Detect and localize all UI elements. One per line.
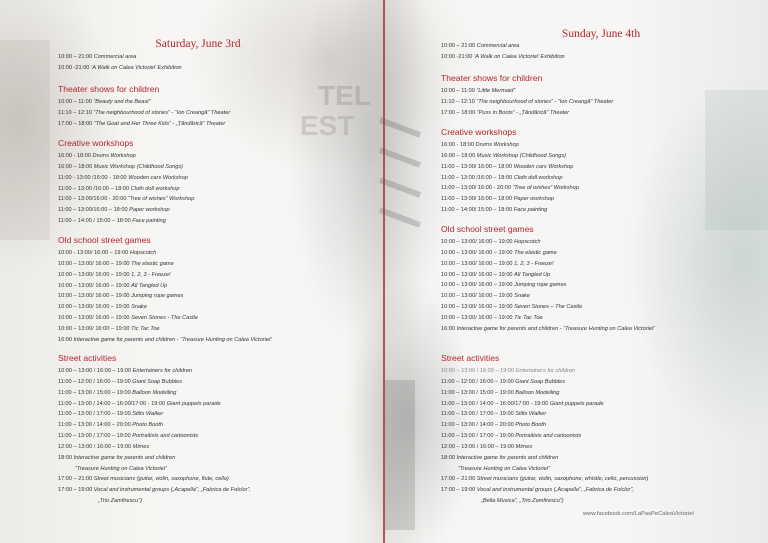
schedule-line: 11:00 – 13:00 / 17:00 – 19:00 Portraitists and cartoonists [441, 433, 582, 440]
schedule-line: 10:00 – 13:00/ 16:00 – 19:00 Seven Stones – The Castle [441, 304, 583, 311]
schedule-line: 10:00 – 13:00/ 16:00 – 19:00 Snake [58, 304, 147, 311]
schedule-line: 17:00 – 18:00 “Puss in Boots” - „Țăndărică” Theater [441, 109, 570, 116]
schedule-line: 10:00 – 13:00/ 16:00 – 19:00 Tic Tac Toe [58, 325, 160, 332]
intro-section [441, 41, 565, 63]
schedule-line: 16:00 – 18:00 Music Workshop (Childhood Songs) [58, 163, 184, 170]
schedule-line: 16:00 – 18:00 Music Workshop (Childhood Songs) [441, 152, 567, 159]
svg-text:TEL: TEL [318, 80, 371, 111]
schedule-line: 11:00 – 13:00 / 14:00 – 16:00/17:00 - 19:00 Giant puppets parade [58, 400, 221, 407]
workshops-section [58, 138, 194, 227]
schedule-line: 10:00 – 11:00 “Little Mermaid” [441, 88, 516, 94]
schedule-line: 18:00 Interactive game for parents and children [58, 454, 176, 461]
schedule-line: 10:00 - 13:00/ 16:00 – 19:00 Hopscotch [58, 250, 157, 256]
theater-section [441, 73, 613, 119]
schedule-line: 11:00 – 13:00/16:00 – 18:00 Paper workshop [58, 207, 170, 214]
schedule-line: 10:00 – 13:00 / 16:00 – 19:00 Entertainers for children [58, 368, 193, 374]
schedule-line: 10:00 – 13:00/ 16:00 – 19:00 1, 2, 3 - Freeze! [441, 260, 554, 267]
section-heading: Street activities [58, 353, 117, 363]
schedule-line: 17:00 – 21:00 Street musicians (guitar, violin, saxophone, flute, cello) [58, 476, 229, 483]
schedule-line: 10:00 – 13:00/ 16:00 – 19:00 Seven Stones - The Castle [58, 315, 198, 322]
section-heading: Creative workshops [441, 127, 517, 137]
day-heading: Saturday, June 3rd [155, 38, 241, 50]
schedule-line: 11:00 – 13:00/16:00 - 20:00 “Tree of wishes” Workshop [58, 196, 195, 203]
schedule-line: “Treasure Hunting on Calea Victoriei” [458, 465, 550, 472]
schedule-line: 16:00 - 18:00 Drums Workshop [58, 153, 136, 159]
games-section [441, 224, 655, 335]
schedule-line: “Treasure Hunting on Calea Victoriei” [75, 465, 167, 472]
schedule-line: 11:00 – 13:00 /16:00 – 18:00 Cloth doll workshop [441, 174, 563, 181]
schedule-line: 10:00 – 13:00 / 16:00 – 19:00 Entertainers for children [441, 368, 576, 374]
schedule-line: 11:00 – 14:00/ 15:00 – 18:00 Face painting [441, 207, 548, 214]
facebook-link[interactable]: www.facebook.com/LaPasPeCaleaVictoriei [583, 511, 694, 517]
schedule-line: 11:10 – 12:10 “The neighbourhood of stories” - “Ion Creangă” Theater [441, 98, 614, 105]
section-heading: Theater shows for children [441, 73, 543, 83]
schedule-line: 10:00 – 13:00/ 16:00 – 19:00 Hopscotch [441, 239, 541, 245]
schedule-line: 11:00 – 13:00 / 17:00 – 19:00 Stilts Walker [58, 411, 164, 418]
schedule-line: 11:00 – 13:00 / 14:00 – 16:00/17:00 - 19:00 Giant puppets parade [441, 400, 604, 407]
section-heading: Old school street games [441, 224, 534, 234]
schedule-line: 11:00 – 13:00 / 14:00 – 20:00 Photo Booth [441, 422, 547, 429]
schedule-line: 10:00 – 13:00/ 16:00 – 19:00 The elastic game [58, 260, 174, 267]
schedule-line: 10:00 – 13:00/ 16:00 – 19:00 All Tangled Up [58, 282, 168, 289]
schedule-line: 11:10 – 12:10 “The neighbourhood of stories” - “Ion Creangă” Theater [58, 109, 231, 116]
schedule-line: 16:00 Interactive game for parents and children - “Treasure Hunting on Calea Victoriei” [441, 325, 656, 332]
schedule-line: 11:00 – 13:00/ 16:00 - 20:00 “Tree of wishes” Workshop [441, 185, 579, 192]
schedule-line: 11:00 – 13:00 / 17:00 – 19:00 Portraitists and cartoonists [58, 433, 199, 440]
workshops-section [441, 127, 579, 216]
schedule-line: 11:00 – 13:00 / 15:00 – 19:00 Balloon Modelling [58, 389, 177, 396]
schedule-line: 10:00 – 13:00/ 16:00 – 19:00 Jumping rope games [58, 293, 184, 300]
schedule-line: 17:00 – 18:00 “The Goat and Her Three Kids” - „Țăndărică” Theater [58, 120, 226, 127]
section-heading: Old school street games [58, 235, 151, 245]
section-heading: Theater shows for children [58, 84, 160, 94]
section-heading: Street activities [441, 353, 500, 363]
schedule-line: „Bella Musica”, „Trio Zamfirescu”) [481, 498, 564, 505]
schedule-line: 11:00 – 13:00 / 15:00 – 19:00 Balloon Modelling [441, 389, 560, 396]
schedule-line: „Trio Zamfirescu”) [98, 498, 143, 505]
schedule-line: 11:00 – 13:00 / 17:00 – 19:00 Stilts Walker [441, 411, 547, 418]
schedule-line: 12:00 – 13:00 / 16:00 – 19:00 Mimes [58, 443, 150, 450]
street-section [58, 353, 251, 507]
day-heading: Sunday, June 4th [561, 28, 641, 40]
schedule-line: 10:00 – 13:00/ 16:00 – 19:00 1, 2, 3 - Freeze! [58, 271, 171, 278]
section-heading: Creative workshops [58, 138, 134, 148]
schedule-line: 17:00 – 19:00 Vocal and instrumental groups („Acapella”, „Fabrica de Folclor”, [441, 487, 634, 494]
schedule-line: 10:00 – 13:00/ 16:00 – 19:00 Snake [441, 293, 530, 300]
schedule-line: 11:00 – 12:00 / 16:00 – 19:00 Giant Soap Bubbles [58, 378, 183, 385]
theater-section [58, 84, 230, 130]
schedule-line: 10:00 – 13:00/ 16:00 – 19:00 The elastic game [441, 249, 557, 256]
center-fold-line [383, 0, 385, 543]
schedule-line: 10:00 – 11:00 “Beauty and the Beast” [58, 99, 151, 105]
schedule-line: 10:00 – 21:00 Commercial area [441, 43, 520, 49]
schedule-line: 11:00 – 13:00/ 16:00 – 18:00 Wooden cars Workshop [441, 163, 574, 170]
schedule-line: 11:00 – 14:00 / 15:00 – 18:00 Face painting [58, 218, 166, 225]
schedule-line: 17:00 – 21:00 Street musicians (guitar, violin, saxophone, whistle, cello, percussion) [441, 476, 649, 483]
schedule-line: 11:00 – 13:00 /16:00 – 18:00 Cloth doll workshop [58, 185, 180, 192]
games-section [58, 235, 272, 346]
schedule-line: 17:00 – 19:00 Vocal and instrumental groups („Acapella”, „Fabrica de Folclor”, [58, 487, 251, 494]
intro-section [58, 52, 182, 74]
schedule-line: 16:00 Interactive game for parents and children - “Treasure Hunting on Calea Victoriei” [58, 336, 273, 343]
street-section [441, 353, 648, 507]
schedule-line: 10:00 – 13:00/ 16:00 – 19:00 Tic Tac Toe [441, 314, 543, 321]
schedule-line: 10:00 – 13:00/ 16:00 – 19:00 Jumping rope games [441, 282, 567, 289]
schedule-line: 10:00 -21:00 ‘A Walk on Calea Victoriei’ Exhibition [58, 64, 182, 71]
schedule-line: 10:00 – 13:00/ 16:00 – 19:00 All Tangled Up [441, 271, 551, 278]
schedule-line: 10:00 – 21:00 Commercial area [58, 54, 137, 60]
schedule-line: 10:00 -21:00 ‘A Walk on Calea Victoriei’ Exhibition [441, 53, 565, 60]
schedule-line: 18:00 Interactive game for parents and children [441, 454, 559, 461]
schedule-line: 11:00 – 13:00 / 14:00 – 20:00 Photo Booth [58, 422, 164, 429]
schedule-line: 11:00 – 12:00 / 16:00 – 19:00 Giant Soap Bubbles [441, 378, 566, 385]
schedule-line: 16:00 - 18:00 Drums Workshop [441, 142, 519, 148]
schedule-line: 12:00 – 13:00 / 16:00 – 19:00 Mimes [441, 443, 533, 450]
svg-text:EST: EST [300, 110, 355, 141]
schedule-line: 11:00 - 13:00 /16:00 - 18:00 Wooden cars Workshop [58, 174, 188, 181]
schedule-line: 11:00 – 13:00/ 16:00 – 18:00 Paper workshop [441, 196, 555, 203]
